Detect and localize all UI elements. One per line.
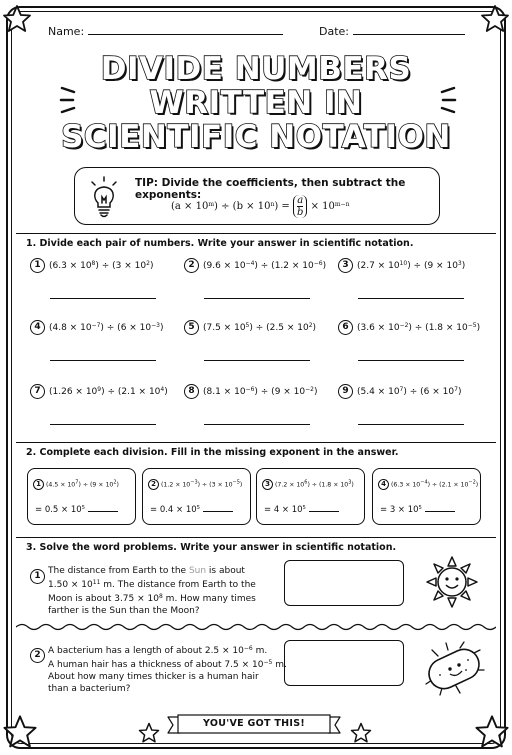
division-question: 1 $(4.5 \times 10^7) \div (9 \times 10^2)$ — [33, 479, 119, 490]
problem-9: 9 $(5.4 \times 10^7) \div (6 \times 10^7)$ — [338, 384, 461, 399]
name-field[interactable] — [48, 25, 283, 38]
division-question: 2 $(1.2 \times 10^{-3}) \div (3 \times 10^{-5})$ — [148, 479, 242, 490]
sun-word: Sun — [188, 566, 207, 576]
problem-number: 6 — [338, 320, 353, 335]
answer-line[interactable] — [204, 360, 310, 361]
problem-2: 2 $(9.6 \times 10^{-4}) \div (1.2 \times 10^{-6})$ — [184, 258, 326, 273]
problem-number: 3 — [262, 479, 273, 490]
problem-number: 8 — [184, 384, 199, 399]
name-label: Name: — [48, 25, 85, 38]
exponent-blank[interactable] — [88, 511, 118, 512]
problem-number: 2 — [184, 258, 199, 273]
tip-formula: $(a \times 10^m) \div (b \times 10^n)$ = $\frac{a}{b}$ × $10^{m-n}$ — [171, 195, 350, 218]
page-title — [50, 52, 462, 154]
tip-box — [74, 167, 440, 225]
division-box-4 — [372, 468, 481, 525]
answer-line[interactable] — [358, 298, 464, 299]
sparkle-icon — [58, 82, 84, 118]
divider — [16, 233, 496, 234]
star-icon — [350, 722, 372, 744]
fraction-a-over-b: $\frac{a}{b}$ — [293, 195, 307, 218]
problem-number: 4 — [378, 479, 389, 490]
word-problem-1: The distance from Earth to the Sun is about $1.50 \times 10^{11}$ m. The distance from Earth to the Moon is about $3.75 \times 10^8$ m. How many times farther is the Sun than the Moon? — [48, 566, 256, 616]
answer-line[interactable] — [204, 424, 310, 425]
problem-number: 5 — [184, 320, 199, 335]
problem-number: 2 — [30, 645, 49, 664]
answer-line[interactable] — [358, 424, 464, 425]
section-3-heading: 3. Solve the word problems. Write your answer in scientific notation. — [26, 542, 397, 553]
division-answer: = $3 \times 10^5$ — [380, 505, 455, 515]
division-box-3 — [256, 468, 365, 525]
division-box-2 — [142, 468, 251, 525]
exponent-blank[interactable] — [425, 511, 455, 512]
section-2-heading: 2. Complete each division. Fill in the missing exponent in the answer. — [26, 447, 399, 458]
divider — [16, 442, 496, 443]
division-question: 3 $(7.2 \times 10^6) \div (1.8 \times 10^3)$ — [262, 479, 354, 490]
answer-line[interactable] — [204, 298, 310, 299]
problem-number: 7 — [30, 384, 45, 399]
problem-5: 5 $(7.5 \times 10^5) \div (2.5 \times 10^2)$ — [184, 320, 316, 335]
footer-banner-text: YOU'VE GOT THIS! — [203, 718, 305, 729]
bacterium-icon — [420, 640, 486, 698]
star-icon — [474, 714, 510, 750]
problem-number: 3 — [338, 258, 353, 273]
wavy-divider — [16, 622, 496, 632]
answer-line[interactable] — [358, 360, 464, 361]
name-line[interactable] — [88, 25, 283, 35]
word-problem-2: A bacterium has a length of about $2.5 \times 10^{-6}$ m. A human hair has a thickness of about $7.5 \times 10^{-5}$ m. About how many times thicker is a human hair than a bacterium? — [48, 645, 287, 694]
answer-box[interactable] — [284, 640, 404, 686]
answer-box[interactable] — [284, 560, 404, 606]
problem-4: 4 $(4.8 \times 10^{-7}) \div (6 \times 10^{-3})$ — [30, 320, 164, 335]
exponent-blank[interactable] — [309, 511, 339, 512]
answer-line[interactable] — [50, 360, 156, 361]
problem-8: 8 $(8.1 \times 10^{-6}) \div (9 \times 10^{-2})$ — [184, 384, 318, 399]
problem-number: 4 — [30, 320, 45, 335]
problem-number: 1 — [30, 566, 49, 585]
tip-text: TIP: Divide the coefficients, then subtract the exponents: — [135, 177, 406, 201]
division-answer: = $0.5 \times 10^5$ — [35, 505, 118, 515]
division-answer: = $4 \times 10^5$ — [264, 505, 339, 515]
answer-line[interactable] — [50, 424, 156, 425]
title-line-1: DIVIDE NUMBERS — [100, 51, 412, 87]
problem-number: 1 — [30, 258, 45, 273]
star-icon — [2, 714, 38, 750]
footer-banner — [166, 713, 342, 737]
division-answer: = $0.4 \times 10^5$ — [150, 505, 233, 515]
star-icon — [480, 4, 510, 34]
section-1-heading: 1. Divide each pair of numbers. Write your answer in scientific notation. — [26, 238, 414, 249]
problem-1: 1 $(6.3 \times 10^8) \div (3 \times 10^2)$ — [30, 258, 153, 273]
date-field[interactable] — [319, 25, 465, 38]
date-label: Date: — [319, 25, 349, 38]
star-icon — [2, 4, 32, 34]
answer-line[interactable] — [50, 298, 156, 299]
title-line-3: SCIENTIFIC NOTATION — [61, 119, 451, 155]
star-icon — [138, 722, 160, 744]
problem-3: 3 $(2.7 \times 10^{10}) \div (9 \times 10^3)$ — [338, 258, 465, 273]
divider — [16, 537, 496, 538]
problem-7: 7 $(1.26 \times 10^9) \div (2.1 \times 10^4)$ — [30, 384, 168, 399]
sun-icon — [425, 555, 479, 609]
problem-number: 9 — [338, 384, 353, 399]
sparkle-icon — [432, 82, 458, 118]
lightbulb-icon — [89, 176, 119, 218]
title-line-2: WRITTEN IN — [149, 85, 363, 121]
exponent-blank[interactable] — [203, 511, 233, 512]
date-line[interactable] — [353, 25, 465, 35]
division-box-1 — [27, 468, 136, 525]
problem-number: 1 — [33, 479, 44, 490]
problem-number: 2 — [148, 479, 159, 490]
division-question: 4 $(6.3 \times 10^{-4}) \div (2.1 \times 10^{-2})$ — [378, 479, 478, 490]
problem-6: 6 $(3.6 \times 10^{-2}) \div (1.8 \times 10^{-5})$ — [338, 320, 480, 335]
